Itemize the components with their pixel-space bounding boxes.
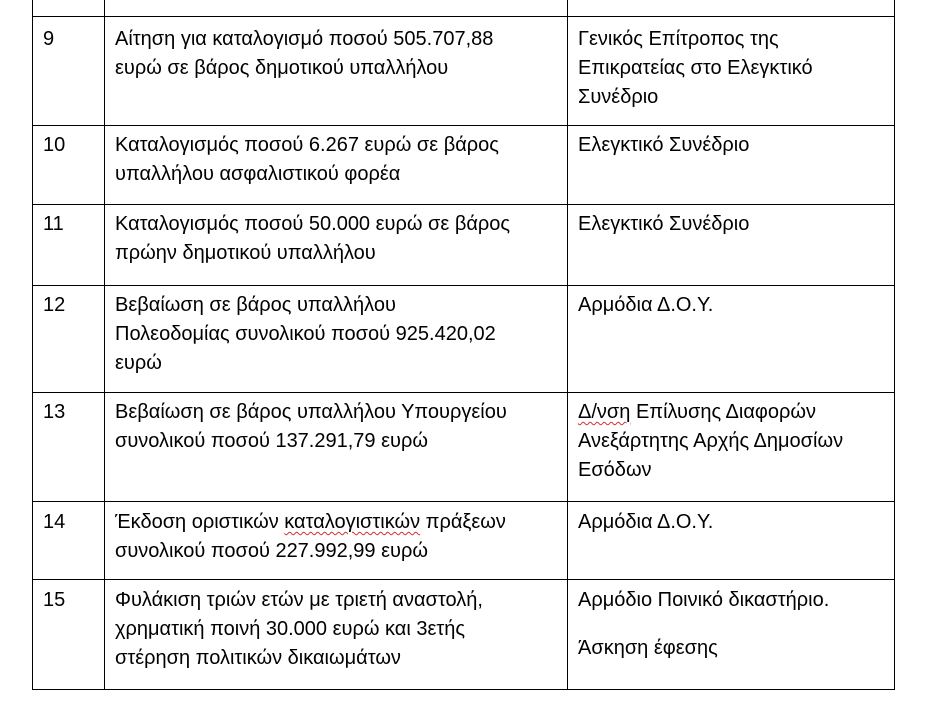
row-number: 9 [33, 17, 105, 126]
cell-authority-empty [568, 0, 895, 17]
authority-text: Ελεγκτικό Συνέδριο [578, 134, 750, 156]
table-row [33, 580, 895, 690]
authority-text: Αρμόδιο Ποινικό δικαστήριο. [578, 589, 830, 611]
authority-text: Ελεγκτικό Συνέδριο [578, 213, 750, 235]
authority-cell [568, 17, 895, 126]
action-cell [105, 502, 568, 580]
action-cell [105, 393, 568, 502]
table-row [33, 126, 895, 205]
action-text: Καταλογισμός ποσού 6.267 ευρώ σε βάρος υπαλλήλου ασφαλιστικού φορέα [115, 134, 499, 185]
row-number: 14 [33, 502, 105, 580]
authority-cell [568, 393, 895, 502]
action-text: Έκδοση οριστικών καταλογιστικών πράξεων συνολικού ποσού 227.992,99 ευρώ [115, 511, 506, 562]
cell-num-empty [33, 0, 105, 17]
cases-table [32, 0, 895, 690]
authority-text: Γενικός Επίτροπος της Επικρατείας στο Ελεγκτικό Συνέδριο [578, 28, 813, 108]
action-cell [105, 205, 568, 286]
spellcheck-flagged-word[interactable]: καταλογιστικών [284, 511, 421, 533]
row-number: 12 [33, 286, 105, 393]
authority-text: Αρμόδια Δ.Ο.Υ. [578, 511, 714, 533]
table-row-previous-cut [33, 0, 895, 17]
action-text: Φυλάκιση τριών ετών με τριετή αναστολή, χρηματική ποινή 30.000 ευρώ και 3ετής στέρηση πολιτικών δικαιωμάτων [115, 589, 483, 669]
row-number: 15 [33, 580, 105, 690]
action-text: Βεβαίωση σε βάρος υπαλλήλου Υπουργείου συνολικού ποσού 137.291,79 ευρώ [115, 401, 507, 452]
row-number: 13 [33, 393, 105, 502]
action-text: Καταλογισμός ποσού 50.000 ευρώ σε βάρος πρώην δημοτικού υπαλλήλου [115, 213, 511, 264]
cell-action-empty [105, 0, 568, 17]
authority-cell [568, 126, 895, 205]
action-cell [105, 580, 568, 690]
authority-cell [568, 205, 895, 286]
authority-cell [568, 502, 895, 580]
appeal-note: Άσκηση έφεσης [578, 637, 718, 659]
action-cell [105, 17, 568, 126]
table-row [33, 393, 895, 502]
authority-text: Δ/νση Επίλυσης Διαφορών Ανεξάρτητης Αρχής Δημοσίων Εσόδων [578, 401, 844, 481]
table-row [33, 502, 895, 580]
table-row [33, 286, 895, 393]
action-text: Αίτηση για καταλογισμό ποσού 505.707,88 ευρώ σε βάρος δημοτικού υπαλλήλου [115, 28, 494, 79]
spellcheck-flagged-word[interactable]: Δ/νση [578, 401, 631, 423]
action-text: Βεβαίωση σε βάρος υπαλλήλου Πολεοδομίας συνολικού ποσού 925.420,02 ευρώ [115, 294, 496, 374]
row-number: 11 [33, 205, 105, 286]
row-number: 10 [33, 126, 105, 205]
table-row [33, 17, 895, 126]
authority-cell [568, 580, 895, 690]
authority-text: Αρμόδια Δ.Ο.Υ. [578, 294, 714, 316]
action-cell [105, 126, 568, 205]
action-cell [105, 286, 568, 393]
table-row [33, 205, 895, 286]
authority-cell [568, 286, 895, 393]
